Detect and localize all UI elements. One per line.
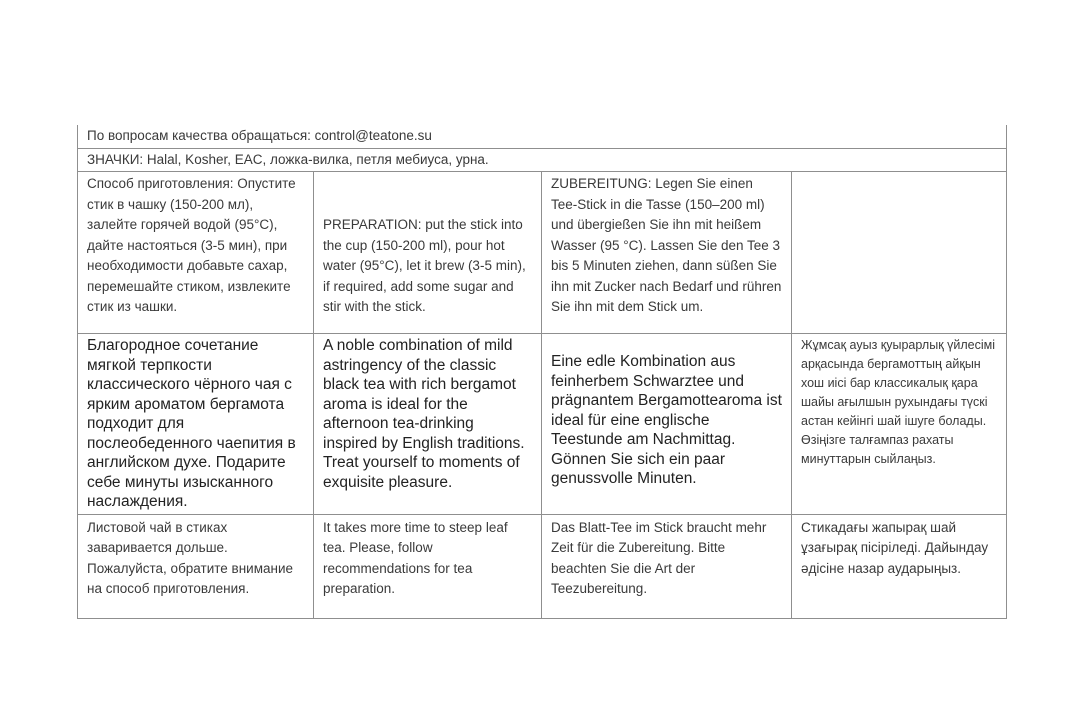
description-ru: Благородное сочетание мягкой терпкости классического чёрного чая с ярким ароматом бергамота подходит для послеобеденного чаепития в английском духе. Подарите себе минуты изысканного наслаждения. bbox=[78, 334, 314, 515]
quality-contact-row bbox=[78, 125, 1007, 148]
note-kz: Стикадағы жапырақ шай ұзағырақ пісіріледі. Дайындау әдісіне назар аударыңыз. bbox=[792, 514, 1007, 618]
signs-text: ЗНАЧКИ: Halal, Kosher, EAC, ложка-вилка, петля мебиуса, урна. bbox=[78, 148, 1007, 172]
preparation-de: ZUBEREITUNG: Legen Sie einen Tee-Stick in die Tasse (150–200 ml) und übergießen Sie ihn mit heißem Wasser (95 °C). Lassen Sie den Tee 3 bis 5 Minuten ziehen, dann süßen Sie ihn mit Zucker nach Bedarf und rühren Sie ihn mit dem Stick um. bbox=[542, 172, 792, 334]
preparation-row bbox=[78, 172, 1007, 334]
description-row bbox=[78, 334, 1007, 515]
preparation-kz bbox=[792, 172, 1007, 334]
preparation-ru: Способ приготовления: Опустите стик в чашку (150-200 мл), залейте горячей водой (95°C), дайте настояться (3-5 мин), при необходимости добавьте сахар, перемешайте стиком, извлеките стик из чашки. bbox=[78, 172, 314, 334]
note-row bbox=[78, 514, 1007, 618]
label-text-table bbox=[77, 125, 1007, 619]
preparation-en: PREPARATION: put the stick into the cup (150-200 ml), pour hot water (95°C), let it brew (3-5 min), if required, add some sugar and stir with the stick. bbox=[323, 217, 526, 314]
preparation-en-spacer bbox=[323, 174, 532, 215]
signs-row bbox=[78, 148, 1007, 172]
description-de-spacer bbox=[551, 336, 782, 352]
description-kz: Жұмсақ ауыз қуырарлық үйлесімі арқасында бергамоттың айқын хош иісі бар классикалық қара шайы ағылшын рухындағы түскі астан кейінгі шай ішуге болады. Өзіңізге талғампаз рахаты минуттарын сыйлаңыз. bbox=[792, 334, 1007, 515]
preparation-en-cell bbox=[314, 172, 542, 334]
description-de-cell bbox=[542, 334, 792, 515]
description-de: Eine edle Kombination aus feinherbem Schwarztee und prägnantem Bergamottearoma ist ideal für eine englische Teestunde am Nachmittag. Gönnen Sie sich ein paar genussvolle Minuten. bbox=[551, 353, 782, 487]
description-en: A noble combination of mild astringency of the classic black tea with rich bergamot aroma is ideal for the afternoon tea-drinking inspired by English traditions. Treat yourself to moments of exquisite pleasure. bbox=[314, 334, 542, 515]
note-de: Das Blatt-Tee im Stick braucht mehr Zeit für die Zubereitung. Bitte beachten Sie die Art der Teezubereitung. bbox=[542, 514, 792, 618]
note-en: It takes more time to steep leaf tea. Please, follow recommendations for tea preparation. bbox=[314, 514, 542, 618]
note-ru: Листовой чай в стиках заваривается дольше. Пожалуйста, обратите внимание на способ приготовления. bbox=[78, 514, 314, 618]
quality-contact-text: По вопросам качества обращаться: control@teatone.su bbox=[78, 125, 1007, 148]
